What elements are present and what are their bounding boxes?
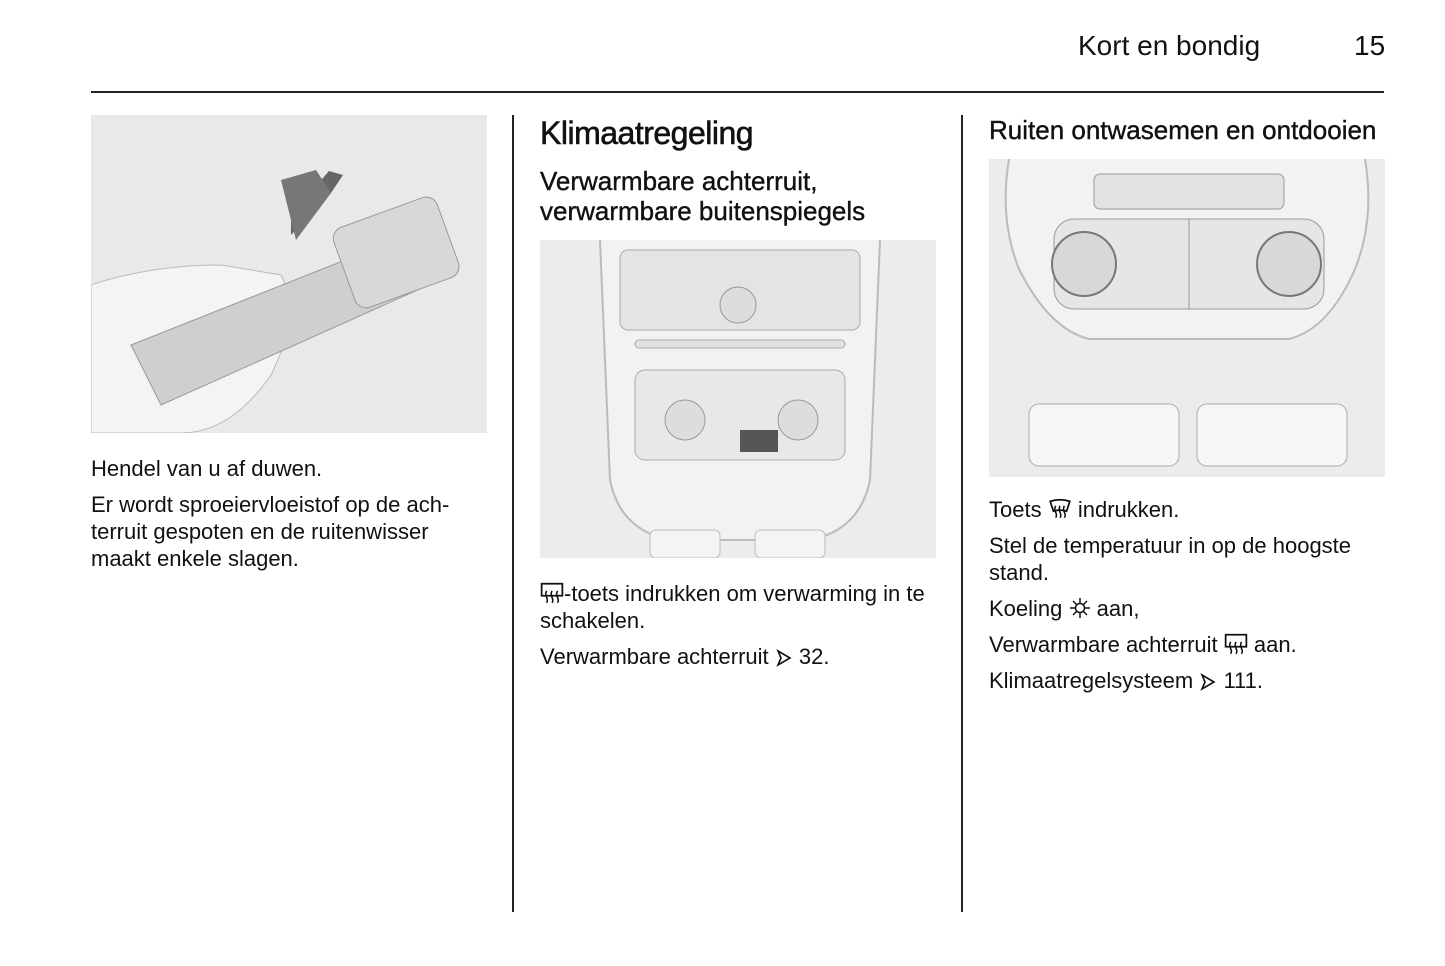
instruction-text: Er wordt sproeiervloeistof op de ach- terruit gespoten en de ruitenwisser maakt enkele slagen.	[91, 492, 450, 571]
instruction-text-body: -toets indrukken om verwarming in te schakelen.	[540, 581, 925, 633]
instruction-text	[989, 631, 1385, 658]
instruction-text: Hendel van u af duwen.	[91, 456, 323, 481]
section-title: Kort en bondig	[1078, 30, 1261, 61]
reference-text	[989, 667, 1385, 694]
instruction-text-part: aan.	[1253, 632, 1297, 657]
instruction-text-part: Koeling	[989, 596, 1063, 621]
windshield-defrost-icon	[1048, 498, 1072, 520]
reference-text	[540, 643, 936, 670]
instruction-text	[540, 580, 936, 634]
rear-window-heating-icon	[1224, 633, 1248, 655]
instruction-text-part: aan,	[1096, 596, 1140, 621]
instruction-text	[989, 496, 1385, 523]
column-3	[989, 115, 1385, 703]
rear-window-heating-icon	[540, 582, 564, 604]
instruction-text-part: Toets	[989, 497, 1042, 522]
page-reference-link[interactable]: 111.	[1223, 668, 1263, 693]
climate-control-panel-illustration	[989, 159, 1385, 477]
subheading-heated-rear-window: Verwarmbare achterruit, verwarmbare buitenspiegels	[540, 166, 866, 226]
page-number: 15	[1354, 30, 1386, 61]
instruction-text-part: indrukken.	[1077, 497, 1180, 522]
page-reference-arrow-icon	[1199, 673, 1217, 691]
reference-label: Klimaatregelsysteem	[989, 668, 1194, 693]
center-console-illustration	[540, 240, 936, 558]
column-1	[91, 115, 487, 581]
instruction-text-part: Verwarmbare achterruit	[989, 632, 1218, 657]
instruction-text: Stel de temperatuur in op de hoogste stand.	[989, 533, 1352, 585]
page-reference-link[interactable]: 32.	[798, 644, 830, 669]
instruction-text	[989, 595, 1385, 622]
column-divider	[512, 115, 514, 912]
heading-defrost: Ruiten ontwasemen en ontdooien	[989, 115, 1377, 145]
page-reference-arrow-icon	[775, 649, 793, 667]
reference-label: Verwarmbare achterruit	[540, 644, 769, 669]
rear-wiper-lever-illustration	[91, 115, 487, 433]
column-divider	[961, 115, 963, 912]
column-2	[540, 115, 936, 679]
ac-snowflake-icon	[1069, 597, 1091, 619]
header-rule	[91, 91, 1384, 93]
heading-climate-control: Klimaatregeling	[540, 115, 754, 151]
